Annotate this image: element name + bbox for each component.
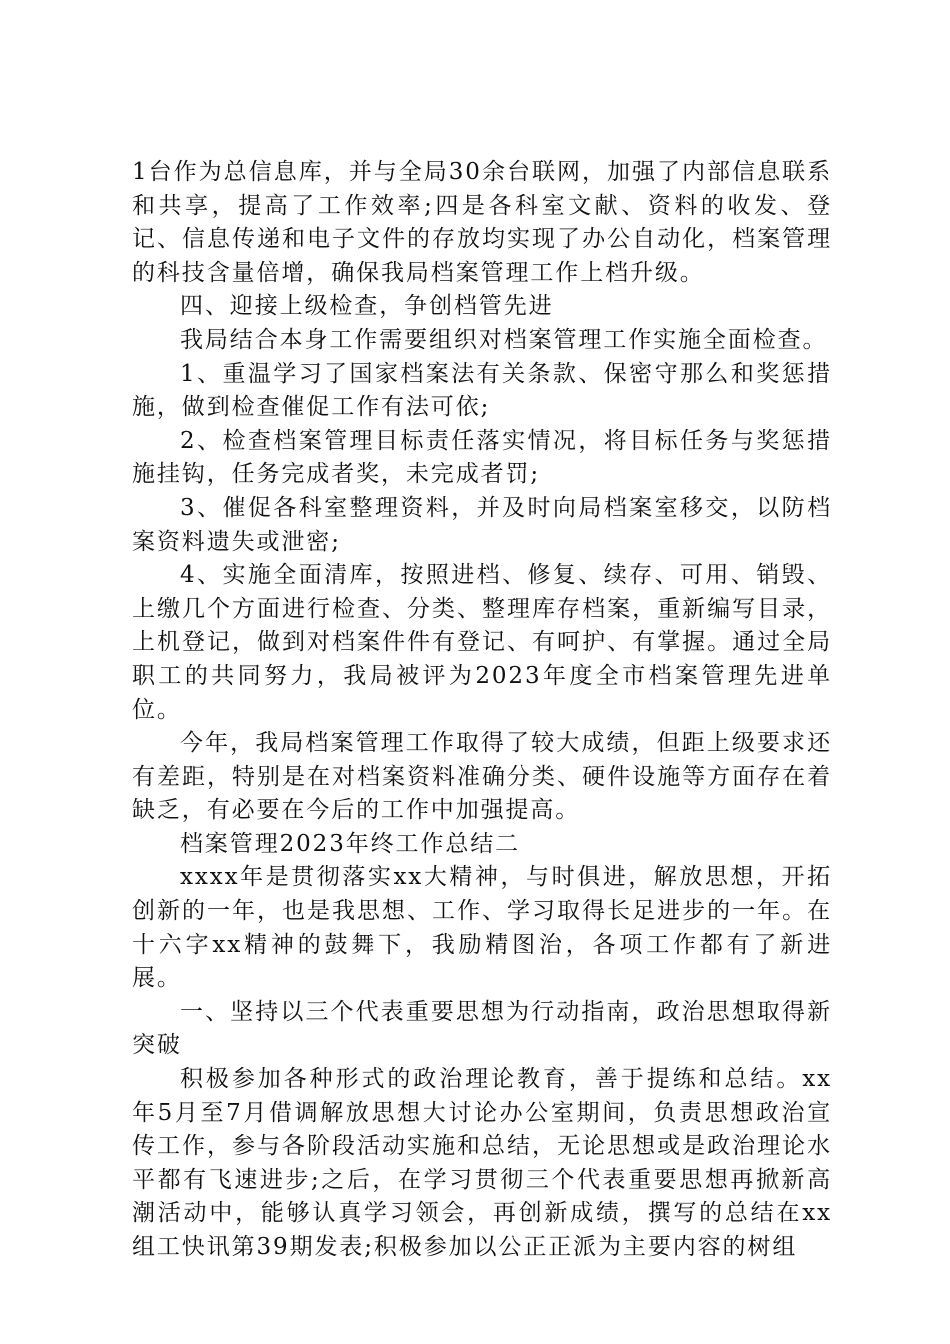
list-item-1: 1、重温学习了国家档案法有关条款、保密守那么和奖惩措施，做到检查催促工作有法可依; [132,360,832,421]
paragraph-4: xxxx年是贯彻落实xx大精神，与时俱进，解放思想，开拓创新的一年，也是我思想、工作、学习取得长足进步的一年。在十六字xx精神的鼓舞下，我励精图治，各项工作都有了新进展。 [132,864,832,992]
document-page [132,156,832,1265]
list-item-2: 2、检查档案管理目标责任落实情况，将目标任务与奖惩措施挂钩，任务完成者奖，未完成者罚; [132,427,832,488]
paragraph-3: 今年，我局档案管理工作取得了较大成绩，但距上级要求还有差距，特别是在对档案资料准确分类、硬件设施等方面存在着缺乏，有必要在今后的工作中加强提高。 [132,730,832,824]
section-heading-1: 一、坚持以三个代表重要思想为行动指南，政治思想取得新突破 [132,998,832,1059]
paragraph-5: 积极参加各种形式的政治理论教育，善于提练和总结。xx年5月至7月借调解放思想大讨论办公室期间，负责思想政治宣传工作，参与各阶段活动实施和总结，无论思想或是政治理论水平都有飞速进步;之后，在学习贯彻三个代表重要思想再掀新高潮活动中，能够认真学习领会，再创新成绩，撰写的总结在xx组工快讯第39期发表;积极参加以公正正派为主要内容的树组 [132,1066,832,1260]
paragraph-1: 1台作为总信息库，并与全局30余台联网，加强了内部信息联系和共享，提高了工作效率;四是各科室文献、资料的收发、登记、信息传递和电子文件的存放均实现了办公自动化，档案管理的科技含量倍增，确保我局档案管理工作上档升级。 [132,159,832,286]
list-item-3: 3、催促各科室整理资料，并及时向局档案室移交，以防档案资料遗失或泄密; [132,494,832,555]
section-heading-4: 四、迎接上级检查，争创档管先进 [180,293,554,320]
document-subtitle: 档案管理2023年终工作总结二 [180,830,521,857]
paragraph-2: 我局结合本身工作需要组织对档案管理工作实施全面检查。 [180,326,828,353]
list-item-4: 4、实施全面清库，按照进档、修复、续存、可用、销毁、上缴几个方面进行检查、分类、整理库存档案，重新编写目录，上机登记，做到对档案件件有登记、有呵护、有掌握。通过全局职工的共同努力，我局被评为2023年度全市档案管理先进单位。 [132,562,832,723]
